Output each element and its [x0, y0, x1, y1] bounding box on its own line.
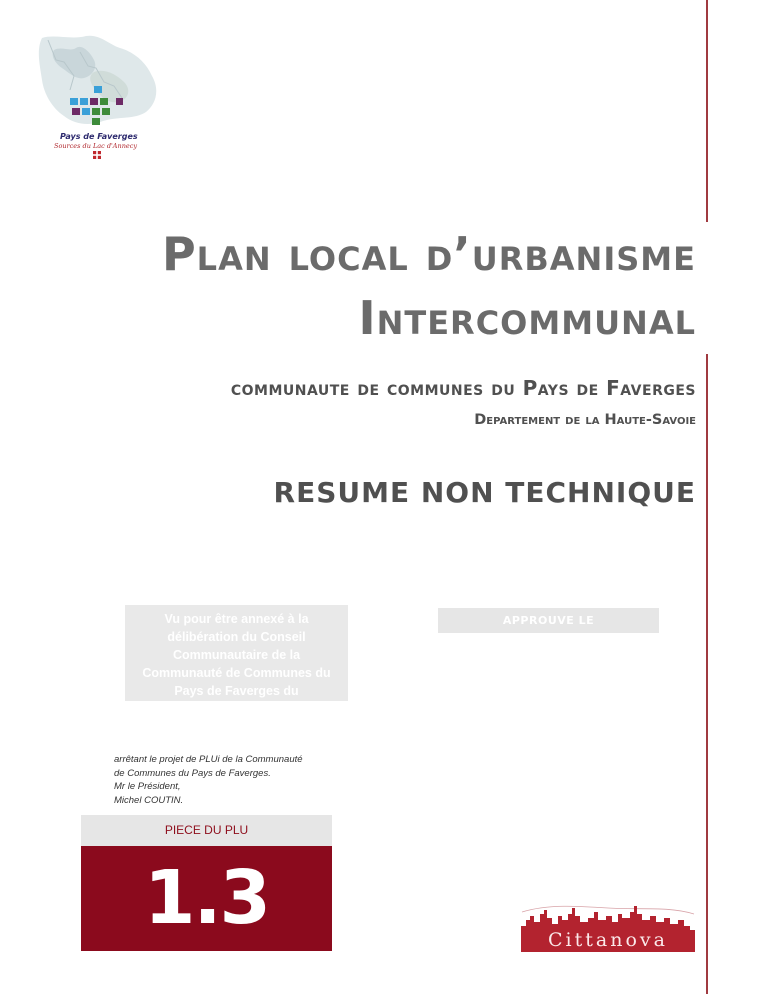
document-type: RESUME NON TECHNIQUE — [273, 476, 696, 509]
title-line-2: Intercommunal — [358, 291, 696, 345]
margin-line-top — [706, 0, 708, 222]
cittanova-name: Cittanova — [548, 929, 668, 951]
statement-line-4: Michel COUTIN. — [114, 794, 184, 806]
annex-line-3: Communautaire de la — [172, 648, 301, 662]
statement-line-1: arrêtant le projet de PLUi de la Communauté — [114, 754, 303, 765]
statement-line-3: Mr le Président, — [114, 781, 181, 792]
annex-line-4: Communauté de Communes du — [142, 666, 331, 680]
page-title — [162, 222, 696, 350]
annex-line-5: Pays de Faverges du — [174, 684, 299, 698]
margin-line-bottom — [706, 354, 708, 994]
approval-box: APPROUVE LE — [438, 608, 659, 633]
statement-text — [114, 753, 303, 807]
annex-line-1: Vu pour être annexé à la — [164, 612, 309, 626]
title-line-1: Plan local d’urbanisme — [161, 227, 696, 281]
logo-title: Pays de Faverges — [60, 132, 138, 141]
department-name: Departement de la Haute-Savoie — [474, 412, 696, 428]
piece-number: 1.3 — [81, 846, 332, 951]
community-name: communaute de communes du Pays de Faverges — [230, 376, 696, 400]
statement-line-2: de Communes du Pays de Faverges. — [114, 767, 271, 779]
savoie-cross-icon — [93, 151, 101, 159]
piece-label: PIECE DU PLU — [81, 815, 332, 846]
annex-box — [125, 605, 348, 701]
logo-subtitle: Sources du Lac d'Annecy — [54, 142, 138, 150]
annex-line-2: délibération du Conseil — [167, 630, 306, 644]
